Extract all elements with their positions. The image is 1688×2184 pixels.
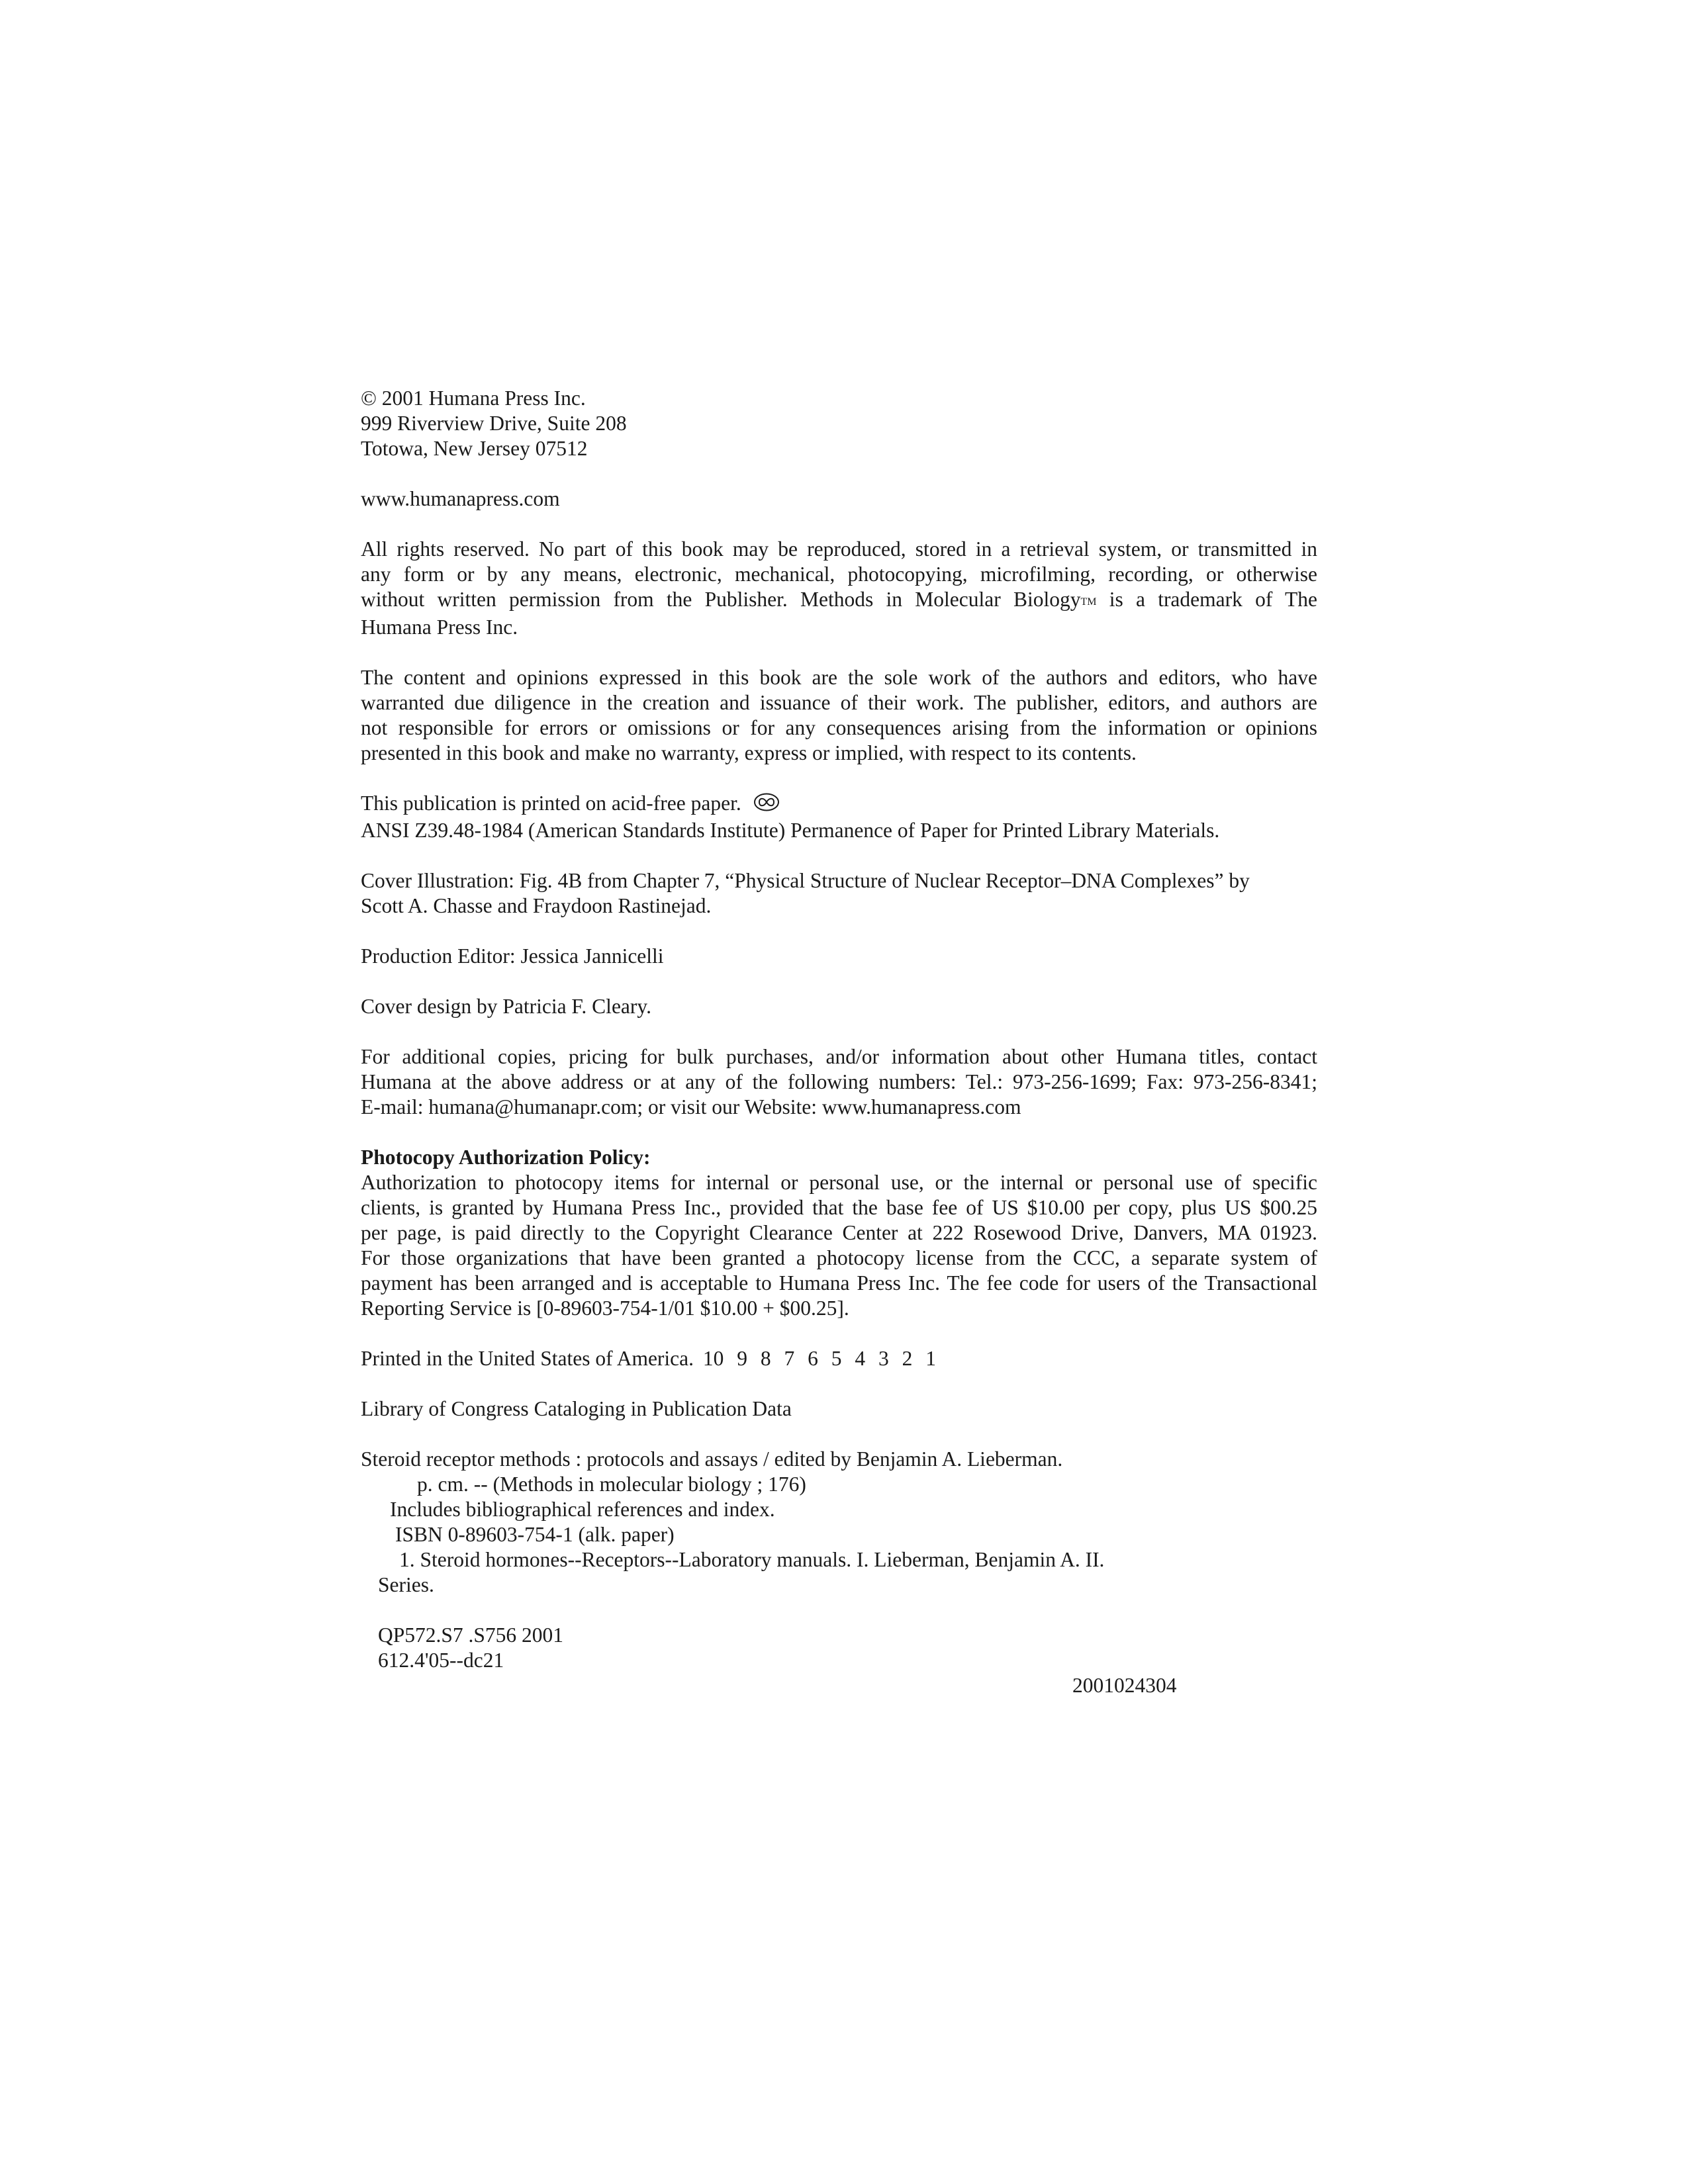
trademark-symbol: TM xyxy=(1080,596,1097,608)
publisher-website: www.humanapress.com xyxy=(361,487,560,510)
address-line-1: 999 Riverview Drive, Suite 208 xyxy=(361,412,627,435)
address-line-2: Totowa, New Jersey 07512 xyxy=(361,437,588,460)
ansi-line: ANSI Z39.48-1984 (American Standards Institute) Permanence of Paper for Printed Library Materials. xyxy=(361,819,1220,842)
cip-call-number-2: 612.4'05--dc21 xyxy=(378,1649,504,1672)
copyright-line: © 2001 Humana Press Inc. xyxy=(361,387,586,410)
cover-illustration xyxy=(361,868,1317,919)
loc-heading: Library of Congress Cataloging in Publication Data xyxy=(361,1397,792,1421)
photocopy-policy xyxy=(361,1145,1317,1321)
cover-design-block xyxy=(361,994,1317,1019)
photocopy-line: payment has been arranged and is acceptable to Humana Press Inc. The fee code for users of the Transactional xyxy=(361,1271,1317,1295)
cover-illustration-line-1: Cover Illustration: Fig. 4B from Chapter 7, “Physical Structure of Nuclear Receptor–DNA Complexes” by xyxy=(361,869,1250,893)
acid-free-line xyxy=(361,791,1317,818)
additional-copies-paragraph xyxy=(361,1044,1317,1120)
rights-paragraph xyxy=(361,537,1317,640)
additional-copies-line: For additional copies, pricing for bulk purchases, and/or information about other Humana titles, contact xyxy=(361,1045,1317,1069)
rights-trademark-text: without written permission from the Publisher. Methods in Molecular Biology xyxy=(361,588,1081,611)
cip-subject: 1. Steroid hormones--Receptors--Laboratory manuals. I. Lieberman, Benjamin A. II. xyxy=(399,1548,1105,1572)
cover-design: Cover design by Patricia F. Cleary. xyxy=(361,995,651,1019)
printing-number-line: 10 9 8 7 6 5 4 3 2 1 xyxy=(702,1347,937,1371)
photocopy-line: per page, is paid directly to the Copyright Clearance Center at 222 Rosewood Drive, Danvers, MA 01923. xyxy=(361,1221,1317,1245)
content-line: The content and opinions expressed in this book are the sole work of the authors and editors, who have xyxy=(361,666,1317,689)
additional-copies-line-last: E-mail: humana@humanapr.com; or visit our Website: www.humanapress.com xyxy=(361,1095,1021,1119)
content-line: not responsible for errors or omissions or for any consequences arising from the information or opinions xyxy=(361,716,1317,739)
production-editor-block xyxy=(361,944,1317,969)
printed-block xyxy=(361,1346,1317,1371)
cip-isbn: ISBN 0-89603-754-1 (alk. paper) xyxy=(395,1523,675,1547)
infinity-circle-icon xyxy=(753,792,780,818)
rights-line: All rights reserved. No part of this book may be reproduced, stored in a retrieval system, or transmitted in xyxy=(361,537,1317,561)
production-editor: Production Editor: Jessica Jannicelli xyxy=(361,944,664,968)
lccn-number: 2001024304 xyxy=(1072,1674,1177,1698)
additional-copies-line: Humana at the above address or at any of the following numbers: Tel.: 973-256-1699; Fax: 973-256-8341; xyxy=(361,1070,1317,1094)
photocopy-heading: Photocopy Authorization Policy: xyxy=(361,1146,651,1169)
printed-line xyxy=(361,1346,1317,1371)
loc-heading-block xyxy=(361,1396,1317,1422)
rights-trademark-text-end: is a trademark of The xyxy=(1109,588,1317,611)
content-opinion-paragraph xyxy=(361,665,1317,766)
copyright-page xyxy=(361,386,1317,1698)
cover-illustration-line-2: Scott A. Chasse and Fraydoon Rastinejad. xyxy=(361,894,712,918)
cip-record xyxy=(361,1447,1317,1598)
photocopy-line-last: Reporting Service is [0-89603-754-1/01 $10.00 + $00.25]. xyxy=(361,1297,849,1320)
rights-line-trademark xyxy=(361,587,1317,615)
acid-free-text: This publication is printed on acid-free paper. xyxy=(361,792,741,815)
photocopy-line: Authorization to photocopy items for internal or personal use, or the internal or personal use of specific xyxy=(361,1171,1317,1195)
photocopy-line: For those organizations that have been granted a photocopy license from the CCC, a separate system of xyxy=(361,1246,1317,1270)
content-line: warranted due diligence in the creation and issuance of their work. The publisher, editors, and authors are xyxy=(361,691,1317,714)
paper-notice xyxy=(361,791,1317,843)
rights-line-last: Humana Press Inc. xyxy=(361,615,518,639)
printed-text: Printed in the United States of America. xyxy=(361,1347,694,1371)
cip-series: Series. xyxy=(378,1573,434,1597)
cip-call-number-1: QP572.S7 .S756 2001 xyxy=(378,1623,564,1647)
content-line-last: presented in this book and make no warranty, express or implied, with respect to its contents. xyxy=(361,741,1137,764)
rights-line: any form or by any means, electronic, mechanical, photocopying, microfilming, recording, or otherwise xyxy=(361,563,1317,586)
cip-includes: Includes bibliographical references and index. xyxy=(390,1498,775,1522)
cip-call-numbers xyxy=(361,1623,1317,1698)
photocopy-line: clients, is granted by Humana Press Inc., provided that the base fee of US $10.00 per copy, plus US $00.25 xyxy=(361,1196,1317,1220)
cip-series-line: p. cm. -- (Methods in molecular biology ; 176) xyxy=(417,1473,806,1496)
publisher-address xyxy=(361,386,1317,461)
website-block xyxy=(361,486,1317,512)
cip-title: Steroid receptor methods : protocols and assays / edited by Benjamin A. Lieberman. xyxy=(361,1447,1063,1471)
